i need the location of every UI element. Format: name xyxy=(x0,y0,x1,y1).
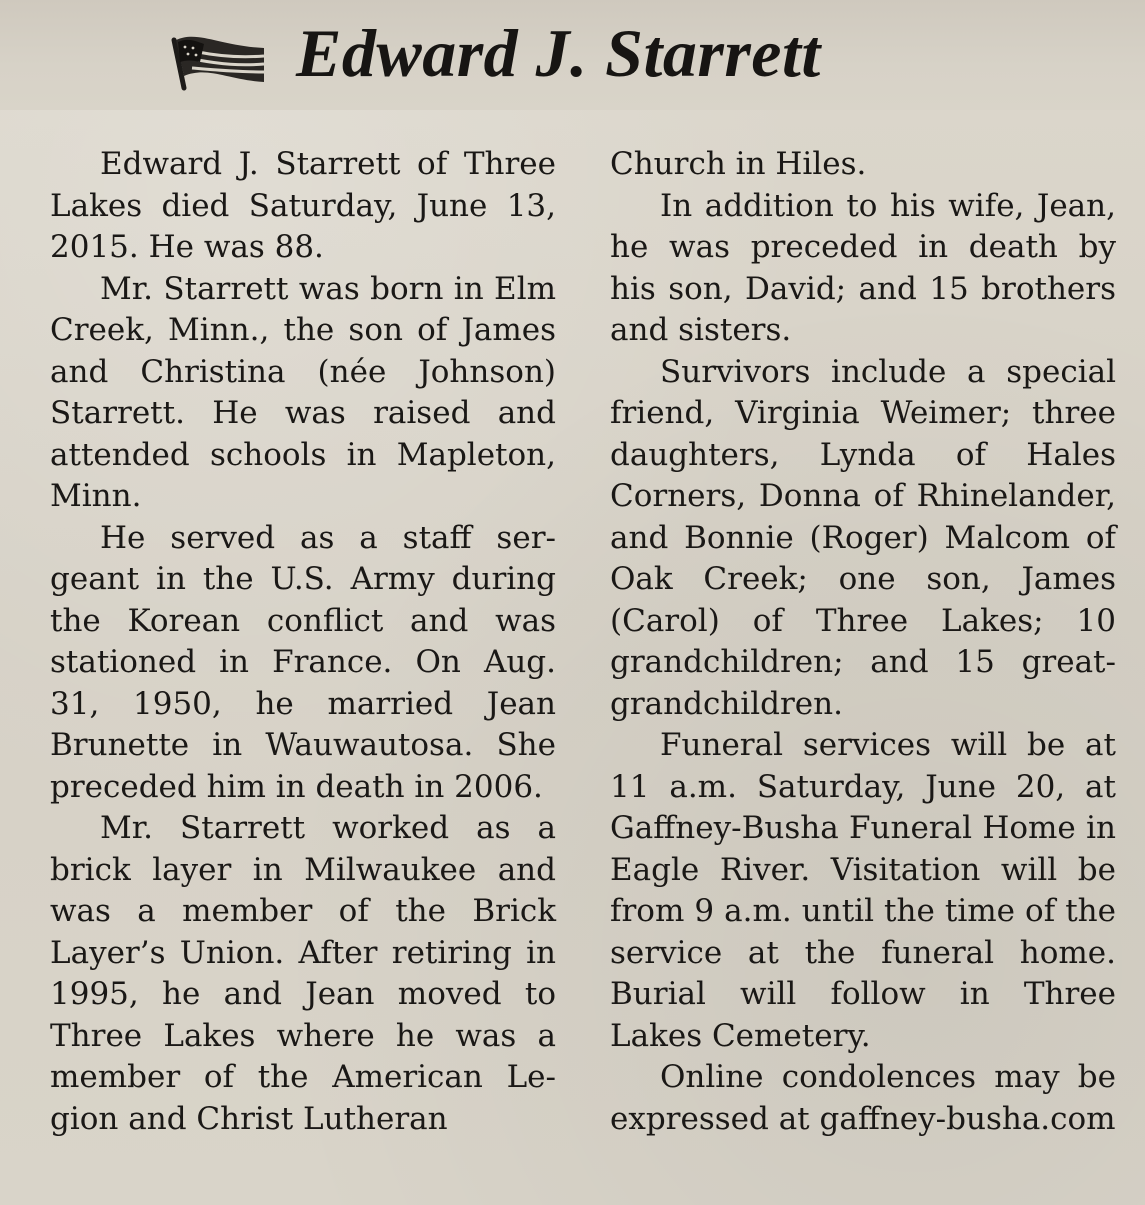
paragraph: He served as a staff sergeant in the U.S. Army during the Korean conflict and was stationed in France. On Aug. 31, 1950, he married Jean Brunette in Wauwautosa. She preceded him in death in 2006. xyxy=(50,519,556,805)
paragraph: Survivors include a special friend, Virginia Weimer; three daughters, Lynda of Hales Corners, Donna of Rhinelander, and Bonnie (Roger) Malcom of Oak Creek; one son, James (Carol) of Three Lakes; 10 grandchildren; and 15 great-grandchildren. xyxy=(610,353,1116,722)
paragraph: Funeral services will be at 11 a.m. Saturday, June 20, at Gaffney-Busha Funeral Home in Eagle River. Visitation will be from 9 a.m. until the time of the service at the funeral home. Burial will follow in Three Lakes Cemetery. xyxy=(610,727,1116,1054)
text-column-left xyxy=(50,144,556,1140)
paragraph: In addition to his wife, Jean, he was preceded in death by his son, David; and 15 brothers and sisters. xyxy=(610,187,1116,348)
paragraph: Edward J. Starrett of Three Lakes died Saturday, June 13, 2015. He was 88. xyxy=(50,146,556,265)
paragraph: Mr. Starrett was born in Elm Creek, Minn., the son of James and Christina (née Johnson) Starrett. He was raised and attended schools in Mapleton, Minn. xyxy=(50,270,556,514)
obituary-title: Edward J. Starrett xyxy=(296,15,821,91)
text-column-right xyxy=(610,144,1116,1140)
obituary-header xyxy=(0,0,1145,110)
paragraph: Online condolences may be expressed at gaffney-busha.com xyxy=(610,1059,1116,1137)
paragraph: Mr. Starrett worked as a brick layer in Milwaukee and was a member of the Brick Layer’s Union. After retiring in 1995, he and Jean moved to Three Lakes where he was a member of the American Legion and Christ Lutheran xyxy=(50,810,556,1137)
american-flag-icon xyxy=(168,26,268,92)
paragraph-continued: Church in Hiles. xyxy=(610,146,867,182)
